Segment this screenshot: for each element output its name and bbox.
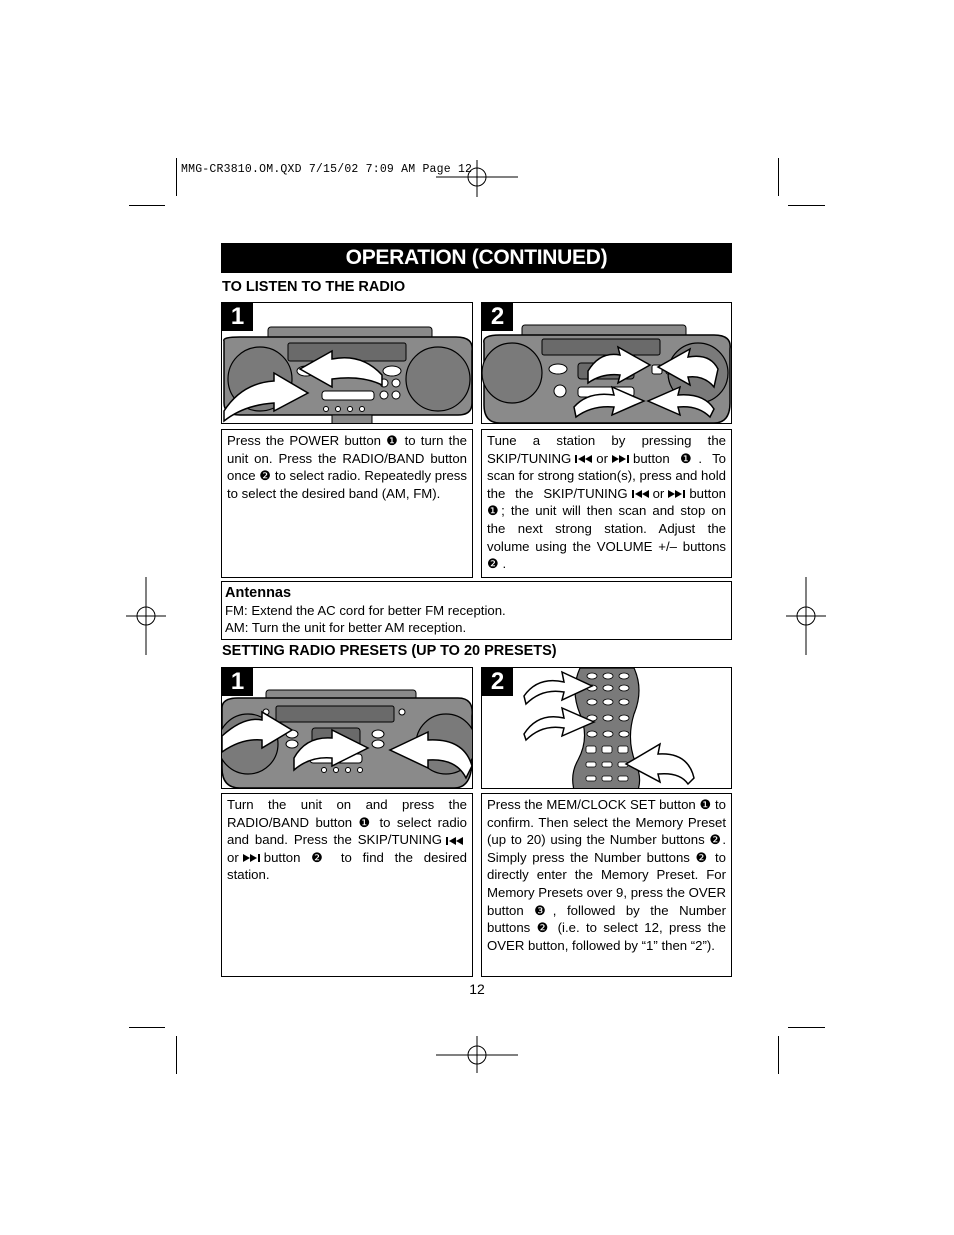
- or-label: or: [227, 849, 239, 865]
- or-label: or: [652, 485, 665, 501]
- step-number: 1: [222, 303, 253, 331]
- skip-forward-icon: [611, 454, 630, 464]
- preset-step-1-text: [227, 796, 467, 884]
- registration-mark-bottom: [436, 1036, 518, 1074]
- preset-step-1-text-part-2: button ❷ to find the desired station.: [227, 849, 467, 883]
- antennas-fm: FM: Extend the AC cord for better FM reception.: [225, 603, 506, 618]
- crop-mark: [788, 205, 825, 206]
- skip-back-icon: [574, 454, 593, 464]
- crop-mark: [129, 205, 165, 206]
- remote-control-illustration: [482, 668, 732, 789]
- preset-step-2-instructions: [481, 793, 732, 977]
- illustration-listen-step-1: [221, 302, 473, 424]
- section-heading-listen-radio: TO LISTEN TO THE RADIO: [222, 279, 406, 295]
- illustration-presets-step-1: [221, 667, 473, 789]
- skip-forward-icon: [667, 489, 686, 499]
- crop-mark: [778, 1036, 779, 1074]
- crop-mark: [176, 158, 177, 196]
- step-2-text-part-1: Tune a station by pressing the SKIP/TUNING: [487, 433, 726, 466]
- preset-step-1-text-part-1: Turn the unit on and press the RADIO/BAND button ❶ to select radio and band. Press the SKIP/TUNING: [227, 797, 467, 848]
- registration-mark-top: [436, 160, 518, 198]
- step-1-instructions: [221, 429, 473, 578]
- radio-unit-presets-illustration: [222, 668, 473, 789]
- page-number: 12: [469, 981, 485, 997]
- skip-back-icon: [631, 489, 650, 499]
- step-2-text-part-3: button ❶; the unit will then scan and stop on the next strong station. Adjust the volume using the VOLUME +/– buttons ❷ .: [487, 485, 726, 572]
- illustration-listen-step-2: [481, 302, 732, 424]
- step-number: 2: [482, 668, 513, 696]
- section-heading-presets: SETTING RADIO PRESETS (UP TO 20 PRESETS): [222, 643, 557, 659]
- radio-unit-illustration: [222, 303, 473, 424]
- antennas-box: [221, 581, 732, 640]
- antennas-am: AM: Turn the unit for better AM reception.: [225, 620, 467, 635]
- registration-mark-right: [786, 577, 826, 655]
- crop-mark: [129, 1027, 165, 1028]
- page-title: OPERATION (CONTINUED): [221, 243, 732, 273]
- step-number: 2: [482, 303, 513, 331]
- step-2-instructions: [481, 429, 732, 578]
- step-1-text: Press the POWER button ❶ to turn the unit on. Press the RADIO/BAND button once ❷ to select radio. Repeatedly press to select the desired band (AM, FM).: [227, 433, 467, 501]
- registration-mark-left: [126, 577, 166, 655]
- step-2-text-part-2: button ❶. To scan for strong station(s), press and hold the the SKIP/TUNING: [487, 450, 726, 501]
- crop-mark: [778, 158, 779, 196]
- antennas-title: Antennas: [225, 585, 292, 601]
- step-number: 1: [222, 668, 253, 696]
- or-label: or: [596, 450, 608, 466]
- file-slug: MMG-CR3810.OM.QXD 7/15/02 7:09 AM Page 12: [181, 163, 473, 176]
- skip-forward-icon: [242, 853, 261, 863]
- preset-step-1-instructions: [221, 793, 473, 977]
- crop-mark: [176, 1036, 177, 1074]
- step-2-text: [487, 432, 726, 573]
- preset-step-2-text: Press the MEM/CLOCK SET button ❶ to confirm. Then select the Memory Preset (up to 20) using the Number buttons ❷. Simply press the Number buttons ❷ to directly enter the Memory Preset. For Memory Presets over 9, press the OVER button ❸, followed by the Number buttons ❷ (i.e. to select 12, press the OVER button, followed by “1” then “2”).: [487, 797, 726, 953]
- illustration-presets-step-2: [481, 667, 732, 789]
- skip-back-icon: [445, 836, 464, 846]
- radio-unit-tuning-illustration: [482, 303, 732, 424]
- crop-mark: [788, 1027, 825, 1028]
